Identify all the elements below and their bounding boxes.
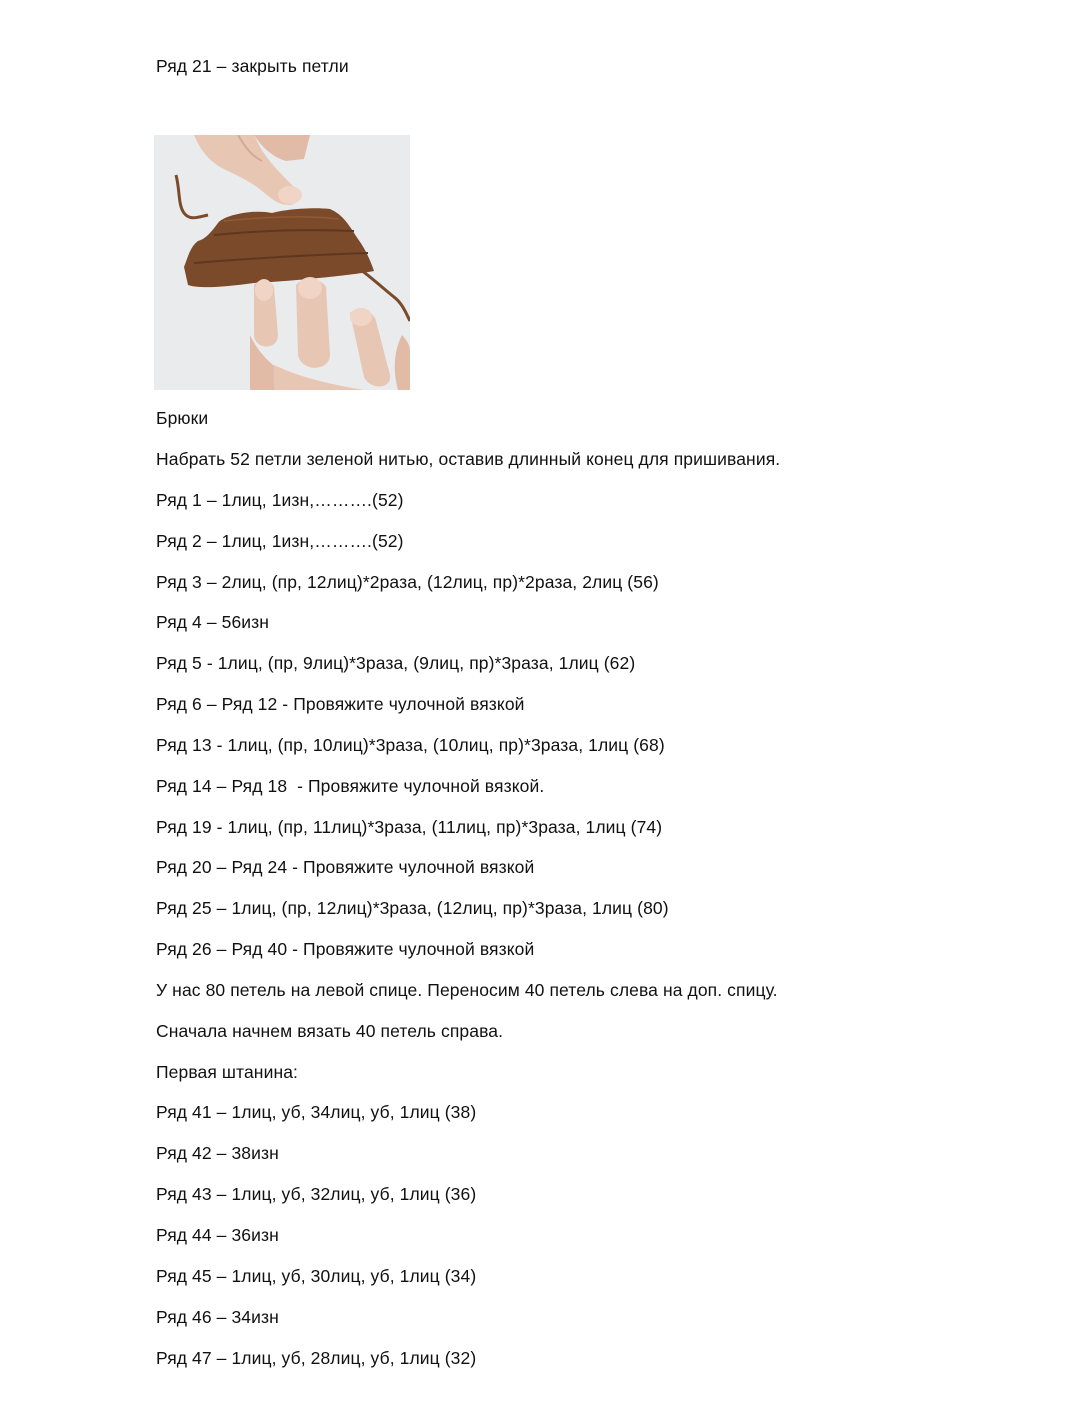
text-line: У нас 80 петель на левой спице. Переносим 40 петель слева на доп. спицу. [156,980,778,1000]
text-line: Ряд 45 – 1лиц, уб, 30лиц, уб, 1лиц (34) [156,1266,477,1286]
knitted-piece-photo [154,135,410,390]
text-line: Ряд 44 – 36изн [156,1225,279,1245]
text-line: Ряд 1 – 1лиц, 1изн,……….(52) [156,490,404,510]
text-line: Ряд 3 – 2лиц, (пр, 12лиц)*2раза, (12лиц, пр)*2раза, 2лиц (56) [156,572,659,592]
knitted-piece-illustration [154,135,410,390]
text-line: Сначала начнем вязать 40 петель справа. [156,1021,504,1041]
text-line: Ряд 46 – 34изн [156,1307,279,1327]
text-line: Ряд 4 – 56изн [156,612,270,632]
intro-line: Ряд 21 – закрыть петли [156,56,349,76]
text-line: Первая штанина: [156,1062,299,1082]
text-line: Ряд 19 - 1лиц, (пр, 11лиц)*3раза, (11лиц, пр)*3раза, 1лиц (74) [156,817,663,837]
text-line: Ряд 25 – 1лиц, (пр, 12лиц)*3раза, (12лиц, пр)*3раза, 1лиц (80) [156,898,669,918]
text-line: Ряд 42 – 38изн [156,1143,279,1163]
section-title: Брюки [156,408,209,428]
text-line: Ряд 2 – 1лиц, 1изн,……….(52) [156,531,404,551]
text-line: Ряд 6 – Ряд 12 - Провяжите чулочной вязкой [156,694,525,714]
text-line: Ряд 20 – Ряд 24 - Провяжите чулочной вязкой [156,857,535,877]
text-line: Ряд 14 – Ряд 18 - Провяжите чулочной вязкой. [156,776,545,796]
text-line: Ряд 5 - 1лиц, (пр, 9лиц)*3раза, (9лиц, пр)*3раза, 1лиц (62) [156,653,636,673]
text-line: Ряд 43 – 1лиц, уб, 32лиц, уб, 1лиц (36) [156,1184,477,1204]
text-line: Ряд 47 – 1лиц, уб, 28лиц, уб, 1лиц (32) [156,1348,477,1368]
text-line: Ряд 26 – Ряд 40 - Провяжите чулочной вязкой [156,939,535,959]
text-line: Ряд 13 - 1лиц, (пр, 10лиц)*3раза, (10лиц, пр)*3раза, 1лиц (68) [156,735,665,755]
text-line: Ряд 41 – 1лиц, уб, 34лиц, уб, 1лиц (38) [156,1102,477,1122]
text-line: Набрать 52 петли зеленой нитью, оставив длинный конец для пришивания. [156,449,781,469]
